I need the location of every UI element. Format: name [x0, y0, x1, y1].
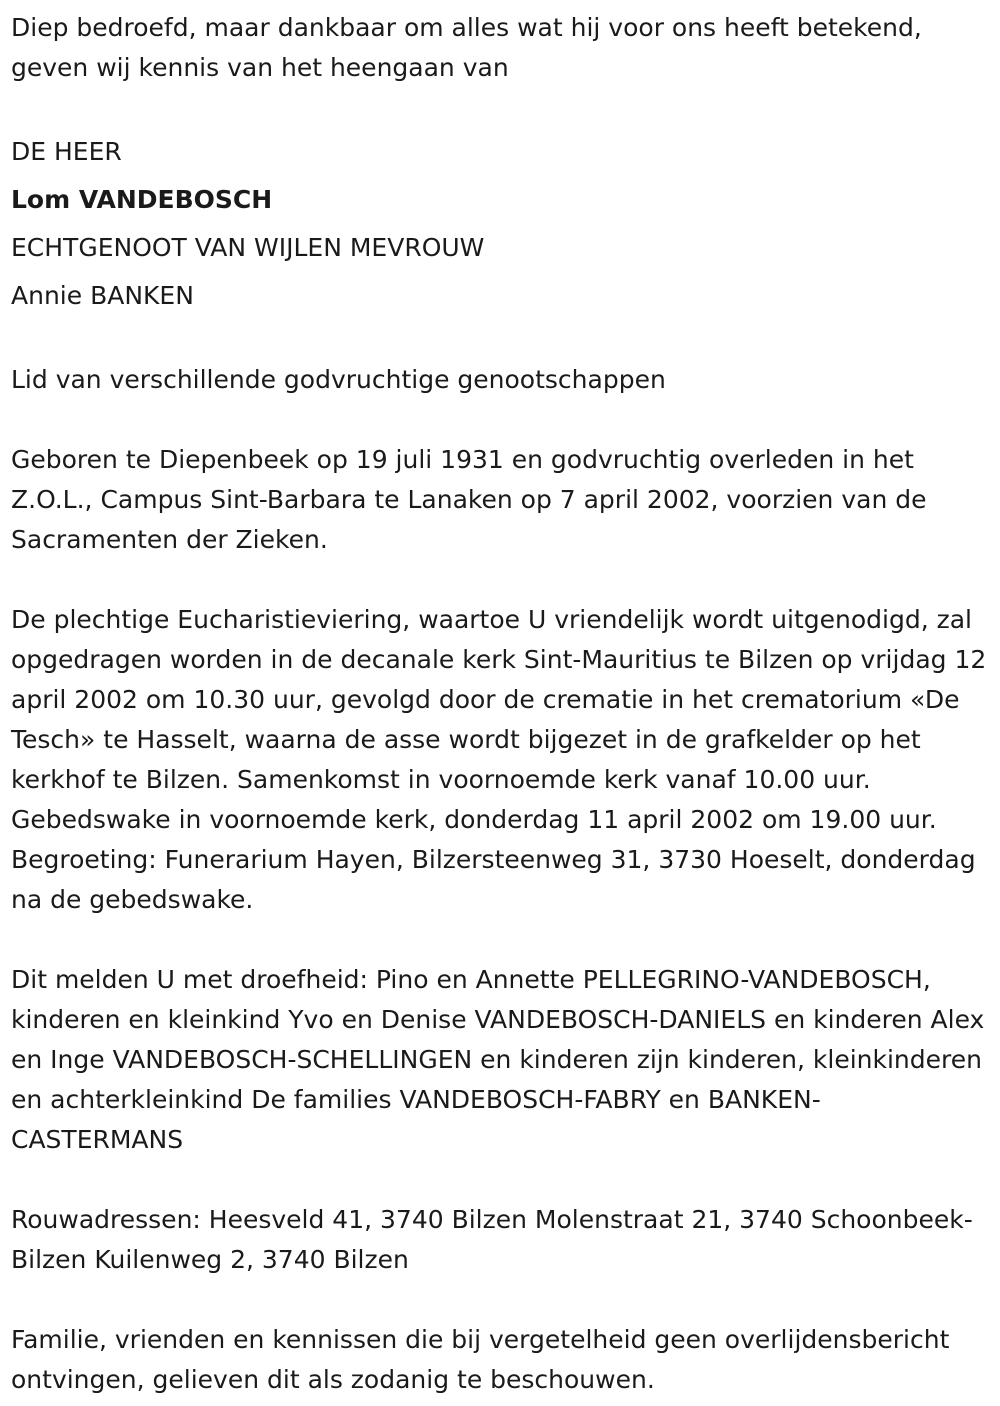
spacer: [11, 1280, 989, 1320]
spacer: [11, 1160, 989, 1200]
spacer: [11, 560, 989, 600]
family-paragraph: Dit melden U met droefheid: Pino en Annette PELLEGRINO-VANDEBOSCH, kinderen en kleinkind Yvo en Denise VANDEBOSCH-DANIELS en kinderen Alex en Inge VANDEBOSCH-SCHELLINGEN en kinderen zijn kinderen, kleinkinderen en achterkleinkind De families VANDEBOSCH-FABRY en BANKEN-CASTERMANS: [11, 965, 985, 1154]
closing-paragraph: Familie, vrienden en kennissen die bij vergetelheid geen overlijdensbericht ontvingen, gelieven dit als zodanig te beschouwen.: [11, 1325, 950, 1394]
spacer: [11, 320, 989, 360]
intro-paragraph: Diep bedroefd, maar dankbaar om alles wat hij voor ons heeft betekend, geven wij kennis van het heengaan van: [11, 13, 922, 82]
birth-death-paragraph: Geboren te Diepenbeek op 19 juli 1931 en godvruchtig overleden in het Z.O.L., Campus Sint-Barbara te Lanaken op 7 april 2002, voorzien van de Sacramenten der Zieken.: [11, 445, 927, 554]
membership-paragraph: Lid van verschillende godvruchtige genootschappen: [11, 365, 666, 394]
spouse-label: ECHTGENOOT VAN WIJLEN MEVROUW: [11, 233, 485, 262]
addresses-paragraph: Rouwadressen: Heesveld 41, 3740 Bilzen Molenstraat 21, 3740 Schoonbeek-Bilzen Kuilenweg 2, 3740 Bilzen: [11, 1205, 973, 1274]
spacer: [11, 920, 989, 960]
honorific: DE HEER: [11, 137, 122, 166]
spacer: [11, 400, 989, 440]
spacer: [11, 88, 989, 128]
ceremony-paragraph: De plechtige Eucharistieviering, waartoe U vriendelijk wordt uitgenodigd, zal opgedragen worden in de decanale kerk Sint-Mauritius te Bilzen op vrijdag 12 april 2002 om 10.30 uur, gevolgd door de crematie in het crematorium «De Tesch» te Hasselt, waarna de asse wordt bijgezet in de grafkelder op het kerkhof te Bilzen. Samenkomst in voornoemde kerk vanaf 10.00 uur. Gebedswake in voornoemde kerk, donderdag 11 april 2002 om 19.00 uur. Begroeting: Funerarium Hayen, Bilzersteenweg 31, 3730 Hoeselt, donderdag na de gebedswake.: [11, 605, 987, 914]
obituary-notice: [11, 8, 989, 1400]
spouse-name: Annie BANKEN: [11, 281, 194, 310]
deceased-name: Lom VANDEBOSCH: [11, 185, 273, 214]
